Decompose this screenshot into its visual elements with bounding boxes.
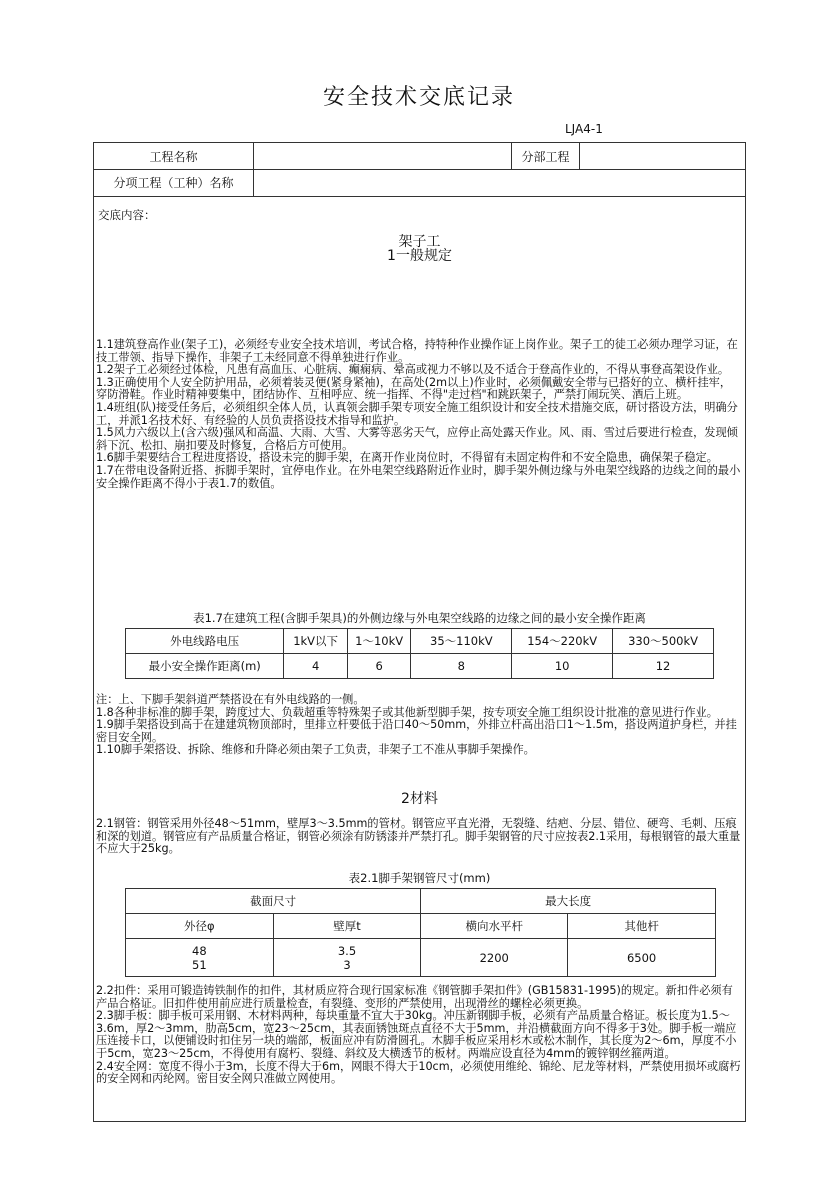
para-1-8: 1.8各种非标准的脚手架，跨度过大、负载超重等特殊架子或其他新型脚手架，按专项安全施工组织设计批准的意见进行作业。	[96, 705, 718, 719]
table-row	[126, 629, 714, 654]
table-cell: 48 51	[126, 939, 274, 977]
table-cell: 3.5 3	[273, 939, 421, 977]
table-cell: 其他杆	[568, 914, 716, 939]
table-cell: 外电线路电压	[126, 629, 284, 654]
para-1-9: 1.9脚手架搭设到高于在建建筑物顶部时，里排立杆要低于沿口40～50mm，外排立杆高出沿口1～1.5m，搭设两道护身栏，并挂密目安全网。	[96, 718, 737, 744]
table-1-7-caption: 表1.7在建筑工程(含脚手架具)的外侧边缘与外电架空线路的边缘之间的最小安全操作距离	[193, 611, 646, 625]
table-cell: 外径φ	[126, 914, 274, 939]
table-cell: 2200	[421, 939, 568, 977]
table-cell: 6500	[568, 939, 716, 977]
content-label: 交底内容：	[98, 208, 156, 222]
para-1-5: 1.5风力六级以上(含六级)强风和高温、大雨、大雪、大雾等恶劣天气，应停止高处露天作业。风、雨、雪过后要进行检查，发现倾斜下沉、松扣、崩扣要及时修复，合格后方可使用。	[96, 426, 738, 452]
materials-title: 2材料	[401, 791, 438, 807]
table-row	[126, 654, 714, 679]
table-cell: 横向水平杆	[421, 914, 568, 939]
para-2-3: 2.3脚手板：脚手板可采用钢、木材料两种，每块重量不宜大于30kg。冲压新钢脚手板，必须有产品质量合格证。板长度为1.5～3.6m，厚2～3mm，肋高5cm，宽23～25cm，其表面锈蚀斑点直径不大于5mm，并沿横截面方向不得多于3处。脚手板一端应压连接卡口，以便铺设时扣住另一块的端部，板面应冲有防滑圆孔。木脚手板应采用杉木或松木制作，其长度为2～6m，厚度不小于5cm，宽23～25cm，不得使用有腐朽、裂缝、斜纹及大横透节的板材。两端应设直径为4mm的镀锌钢丝箍两道。	[96, 1009, 737, 1060]
table-cell: 12	[613, 654, 714, 679]
project-name-field[interactable]	[254, 143, 512, 169]
general-rules	[96, 339, 742, 490]
para-1-3: 1.3正确使用个人安全防护用品，必须着装灵便(紧身紧袖)，在高处(2m以上)作业时，必须佩戴安全带与已搭好的立、横杆挂牢，穿防滑鞋。作业时精神要集中，团结协作、互相呼应、统一指挥、不得"走过档"和跳跃架子，严禁打闹玩笑、酒后上班。	[96, 375, 732, 402]
materials-intro	[96, 818, 742, 856]
para-1-4: 1.4班组(队)接受任务后，必须组织全体人员，认真领会脚手架专项安全施工组织设计和安全技术措施交底，研讨搭设方法，明确分工，并派1名技术好、有经验的人员负责搭设技术指导和监护。	[96, 400, 738, 427]
para-1-10: 1.10脚手架搭设、拆除、维修和升降必须由架子工负责，非架子工不准从事脚手架操作。	[96, 743, 535, 757]
division-field[interactable]	[580, 143, 745, 169]
table-cell: 最大长度	[421, 889, 716, 914]
document-title: 安全技术交底记录	[322, 85, 515, 110]
para-2-4: 2.4安全网：宽度不得小于3m，长度不得大于6m，网眼不得大于10cm，必须使用维纶、锦纶、尼龙等材料，严禁使用损坏或腐朽的安全网和丙纶网。密目安全网只准做立网使用。	[96, 1059, 741, 1086]
para-2-1: 2.1钢管：钢管采用外径48～51mm，壁厚3～3.5mm的管材。钢管应平直光滑，无裂缝、结疤、分层、错位、硬弯、毛刺、压痕和深的划道。钢管应有产品质量合格证，钢管必须涂有防锈漆并严禁打孔。脚手架钢管的尺寸应按表2.1采用，每根钢管的最大重量不应大于25kg。	[96, 817, 741, 856]
table-cell: 1～10kV	[347, 629, 411, 654]
materials-rules	[96, 985, 742, 1086]
para-2-2: 2.2扣件：采用可锻造铸铁制作的扣件，其材质应符合现行国家标准《钢管脚手架扣件》(GB15831-1995)的规定。新扣件必须有产品合格证。旧扣件使用前应进行质量检查，有裂缝、变形的严禁使用，出现滑丝的螺栓必须更换。	[96, 984, 733, 1010]
section-title: 架子工	[398, 234, 441, 250]
table-cell: 330～500kV	[613, 629, 714, 654]
table-cell: 6	[347, 654, 411, 679]
subitem-label: 分项工程（工种）名称	[94, 169, 254, 196]
table-cell: 154～220kV	[512, 629, 613, 654]
notes-block	[96, 694, 742, 757]
table-2-1-caption: 表2.1脚手架钢管尺寸(mm)	[348, 871, 491, 885]
table-row	[126, 914, 716, 939]
table-cell: 壁厚t	[273, 914, 421, 939]
project-name-label: 工程名称	[94, 143, 254, 169]
form-code: LJA4-1	[565, 122, 603, 136]
table-2-1	[125, 888, 716, 977]
division-label: 分部工程	[512, 143, 580, 169]
table-1-7	[125, 628, 714, 679]
header-row-2	[94, 169, 745, 197]
table-cell: 4	[284, 654, 348, 679]
table-cell: 35～110kV	[411, 629, 512, 654]
para-1-2: 1.2架子工必须经过体检，凡患有高血压、心脏病、癫痫病、晕高或视力不够以及不适合于登高作业的，不得从事登高架设作业。	[96, 363, 730, 377]
table-cell: 10	[512, 654, 613, 679]
table-cell: 截面尺寸	[126, 889, 421, 914]
subitem-field[interactable]	[254, 169, 745, 196]
note-paragraph: 注：上、下脚手架斜道严禁搭设在有外电线路的一侧。	[96, 693, 365, 706]
para-1-1: 1.1建筑登高作业(架子工)，必须经专业安全技术培训，考试合格，持特种作业操作证上岗作业。架子工的徒工必须办理学习证，在技工带领、指导下操作，非架子工未经同意不得单独进行作业。	[96, 338, 738, 364]
header-row-1	[94, 143, 745, 170]
table-cell: 最小安全操作距离(m)	[126, 654, 284, 679]
para-1-7: 1.7在带电设备附近搭、拆脚手架时，宜停电作业。在外电架空线路附近作业时，脚手架外侧边缘与外电架空线路的边线之间的最小安全操作距离不得小于表1.7的数值。	[96, 463, 741, 490]
table-row	[126, 889, 716, 914]
table-cell: 8	[411, 654, 512, 679]
form-frame	[93, 142, 746, 1122]
table-cell: 1kV以下	[284, 629, 348, 654]
table-row	[126, 939, 716, 977]
section-subtitle: 1一般规定	[387, 248, 452, 264]
para-1-6: 1.6脚手架要结合工程进度搭设，搭设未完的脚手架，在离开作业岗位时，不得留有未固定构件和不安全隐患，确保架子稳定。	[96, 451, 718, 465]
